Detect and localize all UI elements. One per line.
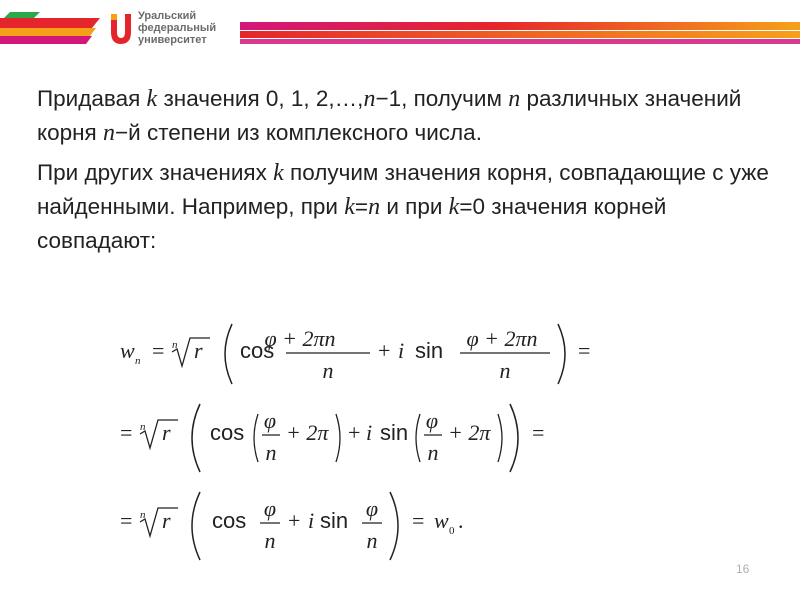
logo-mark-icon (108, 10, 134, 50)
p2-text: и при (380, 194, 449, 219)
p2-text: При других значениях (37, 160, 274, 185)
eq1-paren-right (558, 324, 565, 384)
eq3-paren-left (192, 492, 200, 560)
paragraph-1 (37, 82, 777, 150)
logo-line-1: Уральский (138, 10, 197, 22)
eq1-root-index: n (172, 339, 178, 351)
eq2-add1: + 2π (286, 420, 329, 445)
eq3-rhs-sub: 0 (449, 525, 455, 537)
banner-stripe-right-1 (240, 22, 800, 30)
p1-var-k: k (146, 86, 158, 112)
eq1-sin: sin (415, 338, 444, 363)
p1-var-n: n (102, 120, 115, 146)
eq2-den1: n (265, 440, 277, 465)
banner-stripe-orange (0, 28, 96, 36)
banner-stripe-right-2 (240, 31, 800, 38)
eq2-i: i (366, 420, 373, 445)
banner-stripe-green (4, 12, 40, 18)
p2-text: получим значения корня, совпадающие с уже найденными. Например, при (37, 160, 769, 219)
eq1-num1: φ + 2πn (264, 326, 336, 351)
p1-text: −1, получим (375, 86, 509, 111)
eq2-paren2-right (498, 414, 502, 462)
p2-var-k: k (344, 194, 355, 220)
logo-text (138, 10, 216, 46)
university-logo (108, 10, 238, 52)
eq2-sin: sin (380, 420, 409, 445)
eq2-den2: n (427, 440, 439, 465)
eq3-equals: = (412, 508, 425, 533)
slide-body (37, 82, 777, 257)
eq1-radicand: r (194, 338, 203, 363)
eq3-lead: = (120, 508, 133, 533)
equations-block (120, 318, 680, 578)
banner-stripe-magenta (0, 36, 92, 44)
eq2-lead: = (120, 420, 133, 445)
eq1-lhs-sub: n (135, 355, 141, 367)
eq1-den2: n (499, 358, 511, 383)
logo-line-3: университет (138, 34, 207, 46)
eq2-plus: + (348, 420, 361, 445)
eq2-paren1-right (336, 414, 340, 462)
paragraph-2 (37, 156, 777, 257)
eq1-i: i (398, 338, 405, 363)
banner-stripe-right-3 (240, 39, 800, 44)
equations-svg (120, 318, 680, 578)
eq2-radicand: r (162, 420, 171, 445)
logo-line-2: федеральный (138, 22, 217, 34)
eq2-paren1-left (254, 414, 258, 462)
eq3-i: i (308, 508, 315, 533)
eq3-cos: cos (212, 508, 247, 533)
eq2-bigparen-left (192, 404, 200, 472)
eq3-paren-right (390, 492, 398, 560)
eq1-lhs: w (120, 338, 135, 363)
eq1-equals: = (152, 338, 165, 363)
eq1-num2: φ + 2πn (466, 326, 538, 351)
eq2-paren2-left (416, 414, 420, 462)
eq3-sin: sin (320, 508, 349, 533)
eq3-num1: φ (263, 496, 277, 521)
eq2-radical-sign (140, 420, 178, 448)
eq2-bigparen-right (510, 404, 518, 472)
eq3-plus: + (288, 508, 301, 533)
p2-var-n: n (368, 194, 381, 220)
p1-var-n: n (508, 86, 521, 112)
eq1-plus: + (378, 338, 391, 363)
eq3-end: . (458, 508, 464, 533)
eq3-rhs: w (434, 508, 449, 533)
p2-text: = (354, 194, 369, 219)
eq3-root-index: n (140, 509, 146, 521)
p1-text: Придавая (37, 86, 147, 111)
p2-var-k: k (448, 194, 460, 220)
page-number: 16 (736, 562, 750, 576)
p1-text: значения 0, 1, 2,…, (157, 86, 364, 111)
p1-text: −й степени из комплексного числа. (114, 120, 482, 145)
eq2-cos: cos (210, 420, 245, 445)
eq3-radicand: r (162, 508, 171, 533)
eq1-den1: n (322, 358, 334, 383)
equation-2 (120, 404, 544, 472)
eq2-num1: φ (263, 408, 277, 433)
eq2-add2: + 2π (448, 420, 491, 445)
eq1-tail: = (578, 338, 591, 363)
eq2-num2: φ (425, 408, 439, 433)
eq3-radical-sign (140, 508, 178, 536)
p2-var-k: k (273, 160, 284, 186)
equation-3 (120, 492, 464, 560)
eq2-root-index: n (140, 421, 146, 433)
eq3-num2: φ (365, 496, 379, 521)
eq2-tail: = (532, 420, 545, 445)
banner-stripe-red (0, 18, 100, 28)
eq1-paren-left (225, 324, 232, 384)
p1-text: различных значений корня (37, 86, 742, 145)
p1-var-n: n (363, 86, 376, 112)
p2-text: =0 значения корней совпадают: (37, 194, 667, 253)
eq1-cos: cos (240, 338, 275, 363)
equation-1 (120, 324, 590, 384)
eq3-den1: n (264, 528, 276, 553)
eq3-den2: n (366, 528, 378, 553)
eq1-radical-sign (172, 338, 210, 366)
